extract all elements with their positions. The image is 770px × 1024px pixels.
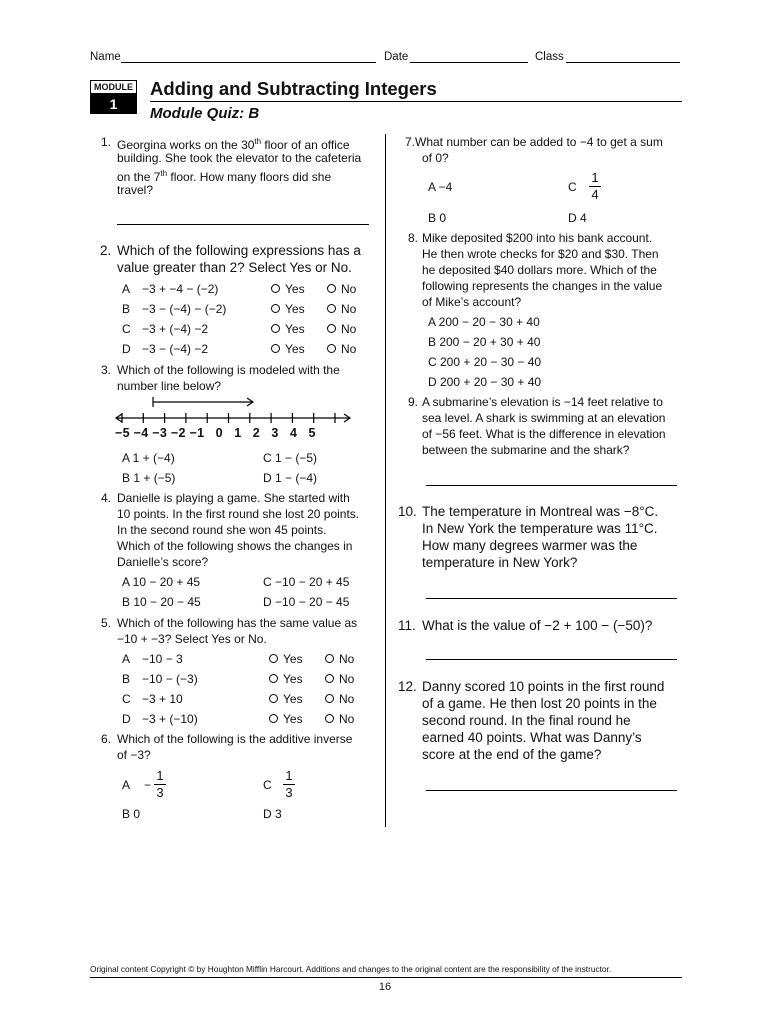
page-number: 16: [378, 981, 392, 993]
q4-line2: 10 points. In the first round she lost 20 points.: [117, 507, 360, 521]
column-divider: [385, 134, 386, 827]
q3-option-d: D 1 − (−4): [263, 471, 318, 485]
q5-b-no-radio[interactable]: [325, 674, 334, 683]
q5-d-letter: D: [122, 712, 131, 726]
q5-c-expr: −3 + 10: [142, 692, 183, 706]
q6-line1: Which of the following is the additive inverse: [117, 732, 353, 746]
copyright-notice: Original content Copyright © by Houghton Mifflin Harcourt. Additions and changes to the original content are the responsibility of the instructor.: [90, 964, 612, 974]
q4-line4: Which of the following shows the changes in: [117, 539, 353, 553]
q4-line3: In the second round she won 45 points.: [117, 523, 327, 537]
q9-answer-line[interactable]: [426, 485, 677, 486]
title-rule: [150, 101, 682, 102]
q12-line3: second round. In the final round he: [422, 713, 631, 728]
q1-text: floor of an office: [261, 138, 350, 152]
q3-line2: number line below?: [117, 379, 222, 393]
number-line-labels: −5 −4 −3 −2 −1 0 1 2 3 4 5: [115, 426, 316, 440]
q5-c-letter: C: [122, 692, 131, 706]
q7-c-fraction: [589, 171, 601, 202]
q11-number: 11.: [398, 618, 416, 633]
q12-line5: score at the end of the game?: [422, 747, 602, 762]
q12-answer-line[interactable]: [426, 790, 677, 791]
q5-b-yes-radio[interactable]: [269, 674, 278, 683]
no-label: No: [341, 342, 357, 356]
page-subtitle: Module Quiz: B: [150, 105, 260, 122]
q5-line2: −10 + −3? Select Yes or No.: [117, 632, 267, 646]
q12-line2: of a game. He then lost 20 points in the: [422, 696, 657, 711]
q6-a-fraction: [154, 769, 166, 800]
q2-line2: value greater than 2? Select Yes or No.: [117, 260, 352, 275]
q5-d-expr: −3 + (−10): [142, 712, 198, 726]
q6-c-letter: C: [263, 778, 272, 792]
q8-option-a: A 200 − 20 − 30 + 40: [428, 315, 540, 329]
q2-c-expr: −3 + (−4) −2: [142, 322, 209, 336]
q6-a-sign: −: [144, 778, 152, 792]
q2-b-yes-radio[interactable]: [271, 304, 280, 313]
q5-line1: Which of the following has the same value as: [117, 616, 358, 630]
q1-sup: th: [160, 169, 168, 178]
denominator: 4: [591, 187, 599, 202]
q5-d-no-radio[interactable]: [325, 714, 334, 723]
q4-option-a: A 10 − 20 + 45: [122, 575, 201, 589]
q4-option-b: B 10 − 20 − 45: [122, 595, 201, 609]
q3-option-b: B 1 + (−5): [122, 471, 176, 485]
q2-d-no-radio[interactable]: [327, 344, 336, 353]
q12-line1: Danny scored 10 points in the first round: [422, 679, 665, 694]
q2-a-yes-radio[interactable]: [271, 284, 280, 293]
q6-option-b: B 0: [122, 807, 141, 821]
name-line[interactable]: [121, 62, 376, 63]
q1-line4: travel?: [117, 183, 154, 197]
yes-label: Yes: [285, 322, 305, 336]
q2-number: 2.: [100, 243, 112, 258]
module-label: MODULE: [90, 80, 137, 94]
q1-sup: th: [254, 137, 262, 146]
q8-option-b: B 200 − 20 + 30 + 40: [428, 335, 541, 349]
q7-line1: 7.What number can be added to −4 to get a sum: [405, 135, 663, 149]
page-title: Adding and Subtracting Integers: [150, 78, 437, 99]
q6-c-fraction: [283, 769, 295, 800]
yes-label: Yes: [283, 652, 303, 666]
q6-line2: of −3?: [117, 748, 151, 762]
q1-text: floor. How many floors did she: [167, 170, 332, 184]
numerator: 1: [156, 768, 164, 783]
q7-option-d: D 4: [568, 211, 587, 225]
yes-label: Yes: [285, 342, 305, 356]
q10-line4: temperature in New York?: [422, 555, 578, 570]
q4-line1: Danielle is playing a game. She started with: [117, 491, 350, 505]
q3-option-c: C 1 − (−5): [263, 451, 318, 465]
q1-number: 1.: [101, 135, 112, 149]
yes-label: Yes: [283, 692, 303, 706]
q1-text: Georgina works on the 30: [117, 138, 255, 152]
numerator: 1: [591, 170, 599, 185]
q9-line1: A submarine’s elevation is −14 feet relative to: [422, 395, 663, 409]
q10-number: 10.: [398, 504, 417, 519]
q6-a-letter: A: [122, 778, 131, 792]
q2-d-letter: D: [122, 342, 131, 356]
q9-line3: of −56 feet. What is the difference in elevation: [422, 427, 666, 441]
q1-answer-line[interactable]: [117, 224, 369, 225]
q2-b-letter: B: [122, 302, 131, 316]
class-label: Class: [535, 51, 564, 63]
date-line[interactable]: [410, 62, 528, 63]
q5-a-yes-radio[interactable]: [269, 654, 278, 663]
q11-answer-line[interactable]: [426, 659, 677, 660]
q5-a-letter: A: [122, 652, 131, 666]
q1-line2: building. She took the elevator to the cafeteria: [117, 151, 362, 165]
yes-label: Yes: [285, 302, 305, 316]
q3-line1: Which of the following is modeled with the: [117, 363, 340, 377]
q2-d-yes-radio[interactable]: [271, 344, 280, 353]
date-label: Date: [384, 51, 409, 63]
q2-c-letter: C: [122, 322, 131, 336]
q2-c-yes-radio[interactable]: [271, 324, 280, 333]
q4-option-d: D −10 − 20 − 45: [263, 595, 350, 609]
q2-b-expr: −3 − (−4) − (−2): [142, 302, 227, 316]
q10-line3: How many degrees warmer was the: [422, 538, 638, 553]
q8-line5: of Mike’s account?: [422, 295, 522, 309]
q3-number: 3.: [101, 363, 112, 377]
q12-number: 12.: [398, 679, 417, 694]
numerator: 1: [285, 768, 293, 783]
q8-line2: He then wrote checks for $20 and $30. Then: [422, 247, 659, 261]
class-line[interactable]: [566, 62, 680, 63]
q2-a-expr: −3 + −4 − (−2): [142, 282, 219, 296]
q11-line1: What is the value of −2 + 100 − (−50)?: [422, 618, 653, 633]
q2-a-letter: A: [122, 282, 131, 296]
q2-c-no-radio[interactable]: [327, 324, 336, 333]
yes-label: Yes: [285, 282, 305, 296]
no-label: No: [341, 282, 357, 296]
q12-line4: earned 40 points. What was Danny’s: [422, 730, 642, 745]
q8-line3: he deposited $40 dollars more. Which of the: [422, 263, 657, 277]
no-label: No: [339, 712, 355, 726]
q5-a-expr: −10 − 3: [142, 652, 183, 666]
yes-label: Yes: [283, 672, 303, 686]
q4-line5: Danielle’s score?: [117, 555, 209, 569]
name-label: Name: [90, 51, 121, 63]
q8-option-c: C 200 + 20 − 30 − 40: [428, 355, 542, 369]
no-label: No: [339, 652, 355, 666]
footer-rule: [90, 977, 682, 978]
q5-d-yes-radio[interactable]: [269, 714, 278, 723]
q6-number: 6.: [101, 732, 112, 746]
q7-option-a: A −4: [428, 180, 453, 194]
q9-number: 9.: [408, 395, 419, 409]
q10-answer-line[interactable]: [426, 598, 677, 599]
number-line: [112, 394, 356, 428]
yes-label: Yes: [283, 712, 303, 726]
q7-line2: of 0?: [422, 151, 449, 165]
q10-line1: The temperature in Montreal was −8°C.: [422, 504, 659, 519]
denominator: 3: [285, 785, 293, 800]
q9-line2: sea level. A shark is swimming at an elevation: [422, 411, 666, 425]
q5-b-letter: B: [122, 672, 131, 686]
q2-a-no-radio[interactable]: [327, 284, 336, 293]
denominator: 3: [156, 785, 164, 800]
no-label: No: [339, 692, 355, 706]
q7-c-letter: C: [568, 180, 577, 194]
q4-number: 4.: [101, 491, 112, 505]
no-label: No: [341, 302, 357, 316]
no-label: No: [339, 672, 355, 686]
q4-option-c: C −10 − 20 + 45: [263, 575, 350, 589]
module-number: 1: [90, 94, 137, 114]
q2-b-no-radio[interactable]: [327, 304, 336, 313]
q5-number: 5.: [101, 616, 112, 630]
no-label: No: [341, 322, 357, 336]
q5-a-no-radio[interactable]: [325, 654, 334, 663]
q10-line2: In New York the temperature was 11°C.: [422, 521, 658, 536]
q5-b-expr: −10 − (−3): [142, 672, 198, 686]
q3-option-a: A 1 + (−4): [122, 451, 175, 465]
q2-d-expr: −3 − (−4) −2: [142, 342, 209, 356]
q2-line1: Which of the following expressions has a: [117, 243, 361, 258]
q7-option-b: B 0: [428, 211, 447, 225]
q8-line1: Mike deposited $200 into his bank account.: [422, 231, 653, 245]
q8-line4: following represents the changes in the value: [422, 279, 663, 293]
q5-c-yes-radio[interactable]: [269, 694, 278, 703]
q8-number: 8.: [408, 231, 419, 245]
q8-option-d: D 200 + 20 − 30 + 40: [428, 375, 542, 389]
q5-c-no-radio[interactable]: [325, 694, 334, 703]
q9-line4: between the submarine and the shark?: [422, 443, 630, 457]
q1-text: on the 7: [117, 170, 161, 184]
q6-option-d: D 3: [263, 807, 282, 821]
